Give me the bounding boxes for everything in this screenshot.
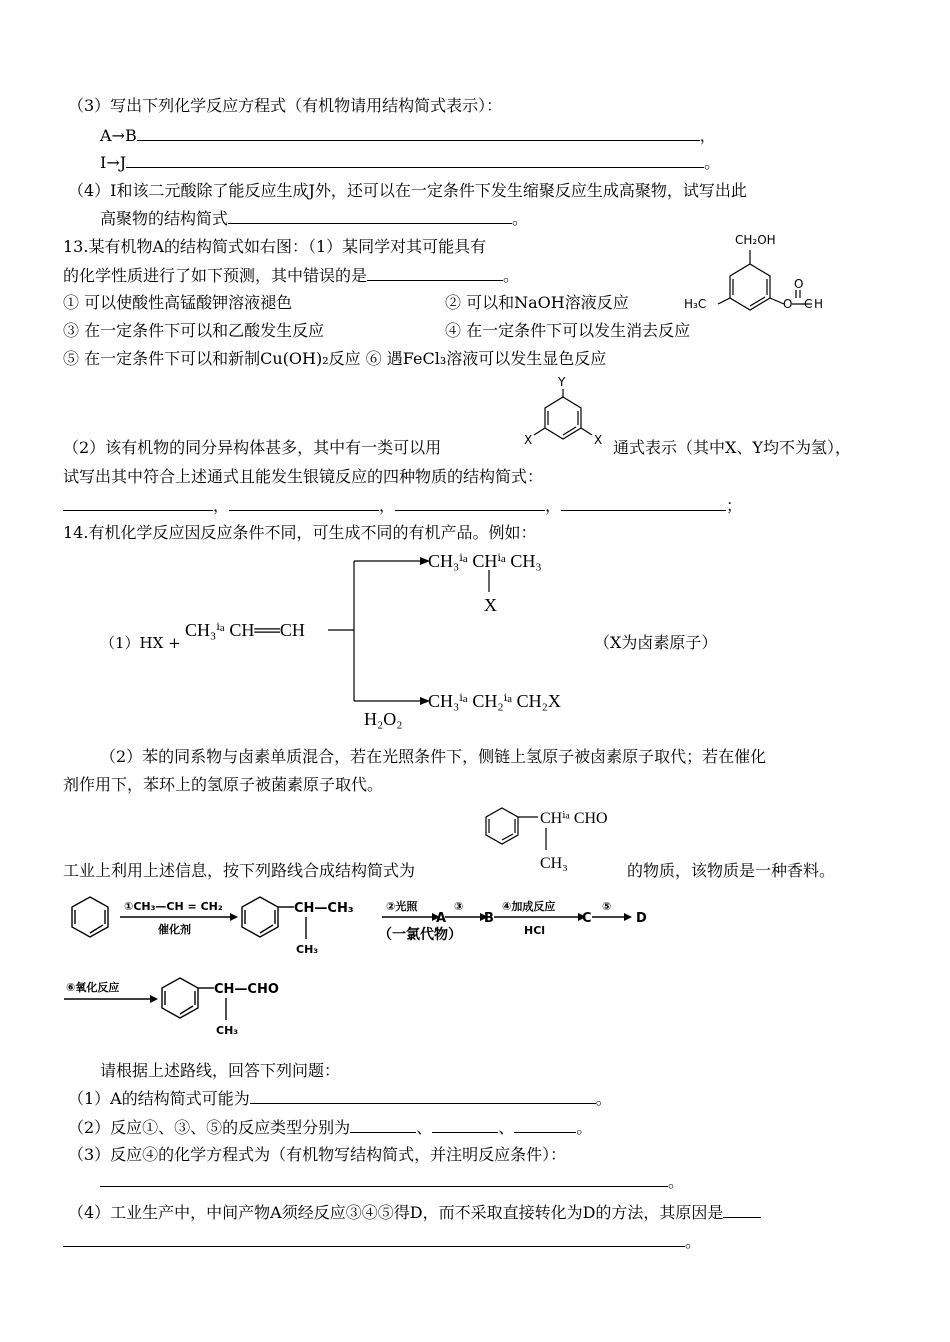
target-cho: CHⁱᵃ CHO — [540, 810, 608, 827]
ab-label: A→B — [100, 126, 137, 145]
punct: 。 — [685, 1232, 702, 1251]
isomer-blank-1[interactable] — [63, 494, 213, 511]
q12-ij — [100, 151, 720, 174]
molecule-a-structure — [680, 228, 840, 328]
hx-reactant-label: （1）HX + — [100, 634, 181, 652]
q13-answers — [63, 494, 742, 517]
punct: ， — [699, 126, 716, 145]
ij-answer-blank[interactable] — [126, 151, 704, 168]
punct: 、 — [498, 1118, 515, 1137]
step-2-light: ②光照 — [386, 900, 418, 913]
question-2 — [68, 1116, 592, 1139]
q12-line3: （3）写出下列化学反应方程式（有机物请用结构简式表示）： — [68, 96, 503, 115]
q12-line4b — [100, 207, 528, 230]
y-label: Y — [558, 375, 566, 389]
h-label: H — [814, 297, 824, 311]
monochloro-note: （一氯代物） — [378, 927, 462, 943]
cumene-label: CH—CH₃ — [294, 901, 354, 916]
hcl-label: HCl — [524, 924, 546, 937]
punct: ， — [213, 496, 230, 515]
reaction-type-blank-1[interactable] — [350, 1116, 416, 1133]
punct: 、 — [416, 1118, 433, 1137]
catalyst-label: 催化剂 — [158, 923, 191, 936]
q14-line1: 14.有机化学反应因反应条件不同，可生成不同的有机产品。例如： — [63, 523, 537, 542]
text: 的化学性质进行了如下预测，其中错误的是 — [63, 266, 368, 285]
question-3: （3）反应④的化学方程式为（有机物写结构简式，并注明反应条件）： — [68, 1145, 567, 1164]
isomer-blank-2[interactable] — [229, 494, 379, 511]
step-6-oxidation: ⑥氧化反应 — [66, 981, 120, 994]
final-product: CH—CHO — [214, 982, 279, 997]
a-structure-blank[interactable] — [250, 1087, 596, 1104]
product-1: CH₃ⁱᵃ CHⁱᵃ CH₃ — [428, 551, 542, 571]
x-label: X — [524, 433, 533, 447]
step-1-reagent: ①CH₃—CH = CH₂ — [124, 900, 223, 913]
question-3-answer — [100, 1170, 684, 1193]
punct: 。 — [503, 266, 520, 285]
hx-reaction-scheme — [260, 548, 880, 733]
general-formula-structure — [520, 375, 610, 450]
q13-option-3: ③ 在一定条件下可以和乙酸发生反应 — [63, 321, 325, 340]
h3c-label: H₃C — [684, 297, 707, 311]
product-b: B — [484, 911, 494, 926]
q13-part2-b: 通式表示（其中X、Y均不为氢）， — [613, 438, 851, 457]
q14-part2-a: （2）苯的同系物与卤素单质混合，若在光照条件下，侧链上氢原子被卤素原子取代；若在催化 — [100, 747, 767, 766]
ch2oh-label: CH₂OH — [735, 233, 776, 247]
reaction-type-blank-3[interactable] — [514, 1116, 576, 1133]
text: 高聚物的结构简式 — [100, 209, 229, 228]
o2-label: O — [794, 277, 804, 291]
punct: 。 — [595, 1089, 612, 1108]
ab-answer-blank[interactable] — [137, 124, 700, 141]
punct: 。 — [668, 1172, 685, 1191]
halogen-x: X — [484, 595, 497, 615]
q12-line4a: （4）I和该二元酸除了能反应生成J外，还可以在一定条件下发生缩聚反应生成高聚物，试写出此 — [68, 181, 747, 200]
q14-part2-b: 剂作用下，苯环上的氢原子被菌素原子取代。 — [63, 775, 384, 794]
h2o2-condition: H₂O₂ — [364, 709, 403, 729]
question-4-answer — [63, 1230, 701, 1253]
target-fragrance-structure — [480, 804, 630, 874]
synthesis-route-row-2 — [62, 972, 322, 1042]
product-a: A — [436, 911, 447, 926]
propene-reactant: CH₃ⁱᵃ CH══CH — [185, 620, 305, 640]
step-4-addition: ④加成反应 — [502, 900, 556, 913]
product-d: D — [636, 911, 647, 926]
q13-option-4: ④ 在一定条件下可以发生消去反应 — [445, 321, 691, 340]
halogen-note: （X为卤素原子） — [594, 633, 718, 652]
punct: ， — [545, 496, 562, 515]
final-ch3: CH₃ — [216, 1024, 239, 1037]
question-1 — [68, 1087, 612, 1110]
reaction-type-blank-2[interactable] — [432, 1116, 498, 1133]
c-label: C — [804, 297, 813, 311]
product-c: C — [582, 911, 592, 926]
punct: 。 — [576, 1118, 593, 1137]
reason-blank-a[interactable] — [723, 1201, 761, 1218]
q13-line1: 13.某有机物A的结构简式如右图：（1）某同学对其可能具有 — [63, 237, 487, 256]
punct: ， — [379, 496, 396, 515]
q12-ab — [100, 124, 716, 147]
industry-line-a: 工业上利用上述信息，按下列路线合成结构简式为 — [63, 861, 416, 880]
text: （1）A的结构简式可能为 — [68, 1089, 250, 1108]
route-questions-intro: 请根据上述路线，回答下列问题： — [100, 1061, 341, 1080]
q13-part2-c: 试写出其中符合上述通式且能发生银镜反应的四种物质的结构简式： — [63, 467, 544, 486]
cumene-ch3: CH₃ — [296, 943, 319, 956]
isomer-blank-4[interactable] — [561, 494, 726, 511]
industry-line-b: 的物质，该物质是一种香料。 — [627, 861, 836, 880]
x-label: X — [594, 433, 603, 447]
wrong-choice-blank[interactable] — [367, 264, 503, 281]
punct: 。 — [704, 153, 721, 172]
q13-line2 — [63, 264, 519, 287]
q13-option-1: ① 可以使酸性高锰酸钾溶液褪色 — [63, 293, 293, 312]
polymer-answer-blank[interactable] — [228, 207, 512, 224]
q13-part2-a: （2）该有机物的同分异构体甚多，其中有一类可以用 — [63, 438, 442, 457]
text: （4）工业生产中，中间产物A须经反应③④⑤得D，而不采取直接转化为D的方法，其原因是 — [68, 1203, 724, 1222]
punct: ； — [726, 496, 743, 515]
question-4 — [68, 1201, 761, 1224]
step-5: ⑤ — [602, 900, 612, 913]
synthesis-route-row-1 — [62, 893, 662, 968]
product-2: CH₃ⁱᵃ CH₂ⁱᵃ CH₂X — [428, 691, 561, 711]
isomer-blank-3[interactable] — [395, 494, 545, 511]
text: （2）反应①、③、⑤的反应类型分别为 — [68, 1118, 351, 1137]
equation-blank[interactable] — [100, 1170, 668, 1187]
ij-label: I→J — [100, 153, 127, 172]
q13-option-2: ② 可以和NaOH溶液反应 — [445, 293, 629, 312]
reason-blank-b[interactable] — [63, 1230, 685, 1247]
step-3: ③ — [454, 900, 464, 913]
punct: 。 — [512, 209, 529, 228]
o-label: O — [783, 297, 793, 311]
q13-option-5-6: ⑤ 在一定条件下可以和新制Cu(OH)₂反应 ⑥ 遇FeCl₃溶液可以发生显色反应 — [63, 349, 607, 368]
target-ch3: CH₃ — [540, 855, 568, 872]
